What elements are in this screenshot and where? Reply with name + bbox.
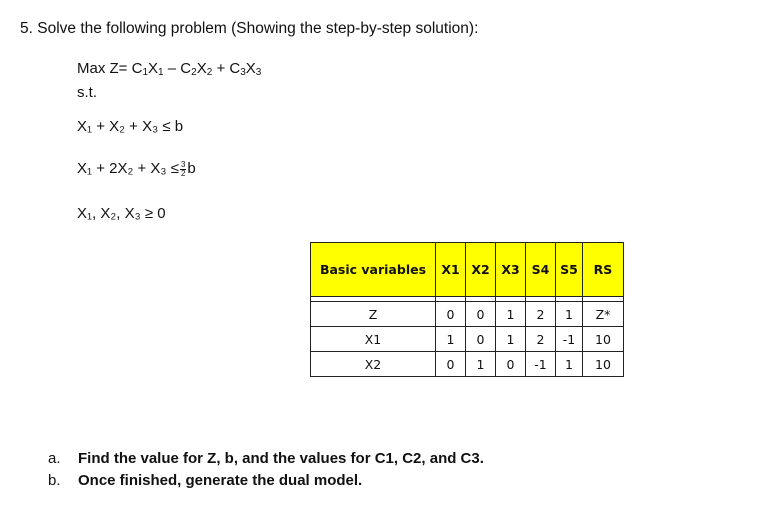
task-b-label: b.: [48, 472, 61, 489]
table-header-row: [311, 243, 624, 297]
simplex-tableau: [310, 242, 624, 377]
constraint-1: X₁ + X₂ + X₃ ≤ b: [77, 118, 184, 135]
constraint-2-rhs: b: [187, 160, 196, 177]
task-list: [48, 448, 484, 492]
task-b-text: Once finished, generate the dual model.: [78, 472, 363, 489]
objective-label: Max Z=: [77, 60, 128, 77]
table-row: X2 0 1 0 -1 1 10: [311, 352, 624, 377]
header-x2: X2: [466, 243, 496, 297]
task-b: [48, 470, 484, 492]
header-x1: X1: [436, 243, 466, 297]
header-basic-variables: Basic variables: [311, 243, 436, 297]
subject-to-label: s.t.: [77, 84, 98, 101]
header-x3: X3: [496, 243, 526, 297]
header-rs: RS: [583, 243, 624, 297]
fraction-three-halves: $\frac{3}{2}$: [180, 159, 186, 178]
table-row: Z 0 0 1 2 1 Z*: [311, 302, 624, 327]
constraint-2: [77, 160, 196, 178]
task-a: [48, 448, 484, 470]
nonnegativity-constraint: X₁, X₂, X₃ ≥ 0: [77, 205, 166, 222]
question-prompt: Solve the following problem (Showing the step-by-step solution):: [37, 20, 479, 37]
objective-function: Max $Z= C_1X_1 - C_2X_2 + C_3X_3$: [77, 60, 262, 78]
question-number: 5.: [20, 20, 33, 37]
constraint-2-lhs: X₁ + 2X₂ + X₃ ≤: [77, 160, 179, 177]
header-s5: S5: [556, 243, 583, 297]
question-header: [20, 20, 478, 38]
table-row: X1 1 0 1 2 -1 10: [311, 327, 624, 352]
header-s4: S4: [526, 243, 556, 297]
task-a-text: Find the value for Z, b, and the values for C1, C2, and C3.: [78, 450, 484, 467]
task-a-label: a.: [48, 450, 61, 467]
